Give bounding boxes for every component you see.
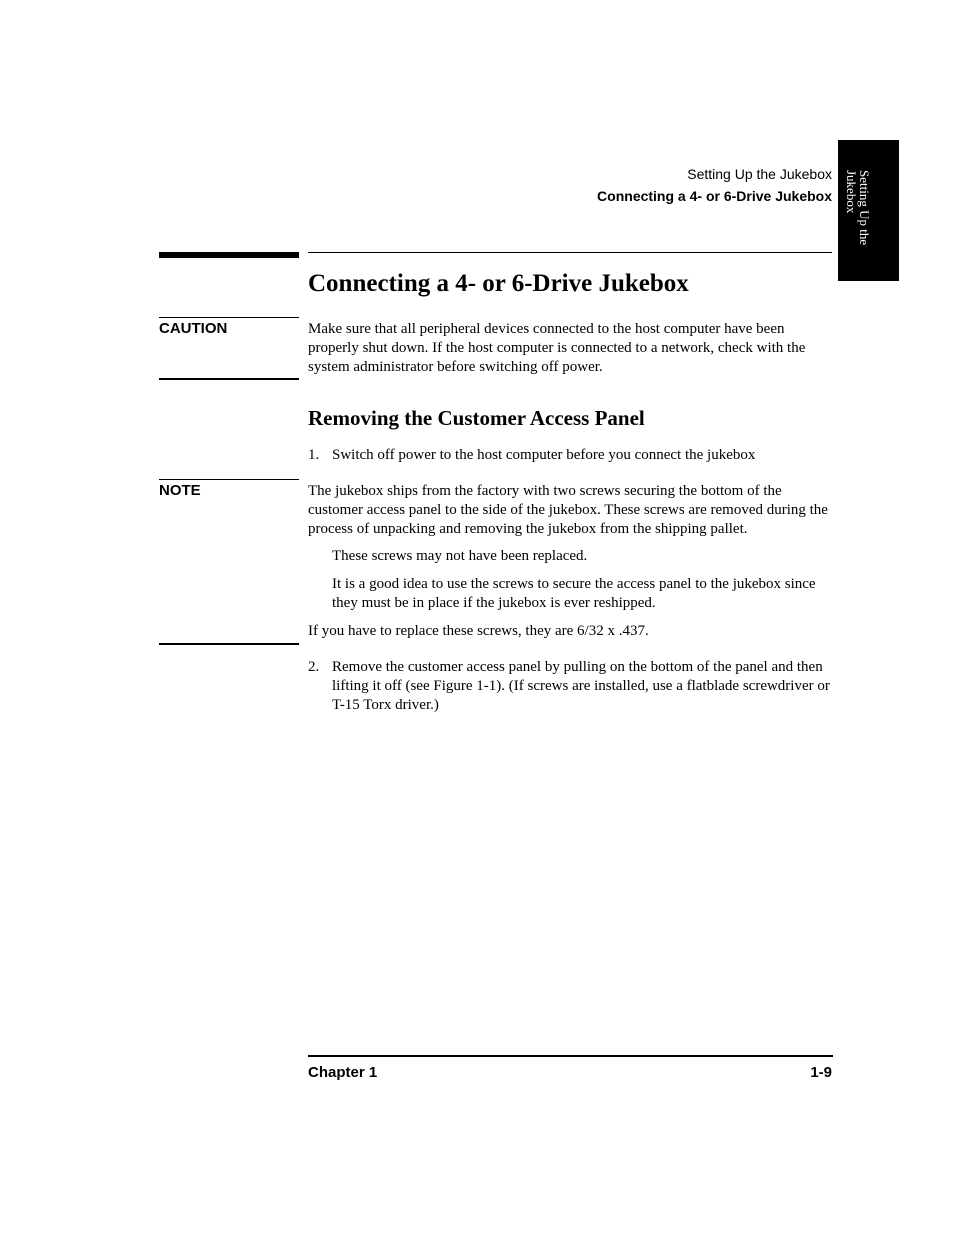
running-header-subsection: Connecting a 4- or 6-Drive Jukebox xyxy=(597,188,832,204)
note-text: The jukebox ships from the factory with two screws securing the bottom of the customer access panel to the side of the jukebox. These screws are removed during the process of unpacking and removing the jukebox from the shipping pallet. xyxy=(308,483,828,537)
step-1-text: Switch off power to the host computer before you connect the jukebox xyxy=(332,447,756,463)
chapter-side-tab-label: Setting Up the Jukebox xyxy=(844,170,872,246)
step-1-number: 1. xyxy=(308,447,320,463)
caution-text: Make sure that all peripheral devices connected to the host computer have been properly shut down. If the host computer is connected to a network, check with the system administrator before switching off power. xyxy=(308,321,806,375)
note-bottom-rule xyxy=(159,643,299,645)
note-top-rule xyxy=(159,479,299,480)
running-header-section: Setting Up the Jukebox xyxy=(687,166,832,182)
note-indent-1: These screws may not have been replaced. xyxy=(332,548,588,564)
section-heading: Removing the Customer Access Panel xyxy=(308,406,645,430)
title-thick-rule xyxy=(159,252,299,258)
footer-chapter: Chapter 1 xyxy=(308,1064,378,1081)
note-indent-2: It is a good idea to use the screws to secure the access panel to the jukebox since they must be in place if the jukebox is ever reshipped. xyxy=(332,576,816,611)
step-2-number: 2. xyxy=(308,659,320,675)
note-closing: If you have to replace these screws, they are 6/32 x .437. xyxy=(308,623,649,639)
caution-label: CAUTION xyxy=(159,320,228,337)
page-title: Connecting a 4- or 6-Drive Jukebox xyxy=(308,270,689,297)
note-label: NOTE xyxy=(159,482,201,499)
caution-top-rule xyxy=(159,317,299,318)
step-2-text: Remove the customer access panel by pulling on the bottom of the panel and then lifting it off (see Figure 1-1). (If screws are installed, use a flatblade screwdriver or T-15 Torx driver.) xyxy=(332,659,830,713)
chapter-side-tab xyxy=(838,140,899,281)
footer-page-number: 1-9 xyxy=(810,1064,832,1081)
title-thin-rule xyxy=(308,252,832,253)
caution-bottom-rule xyxy=(159,378,299,380)
footer-rule xyxy=(308,1055,833,1057)
